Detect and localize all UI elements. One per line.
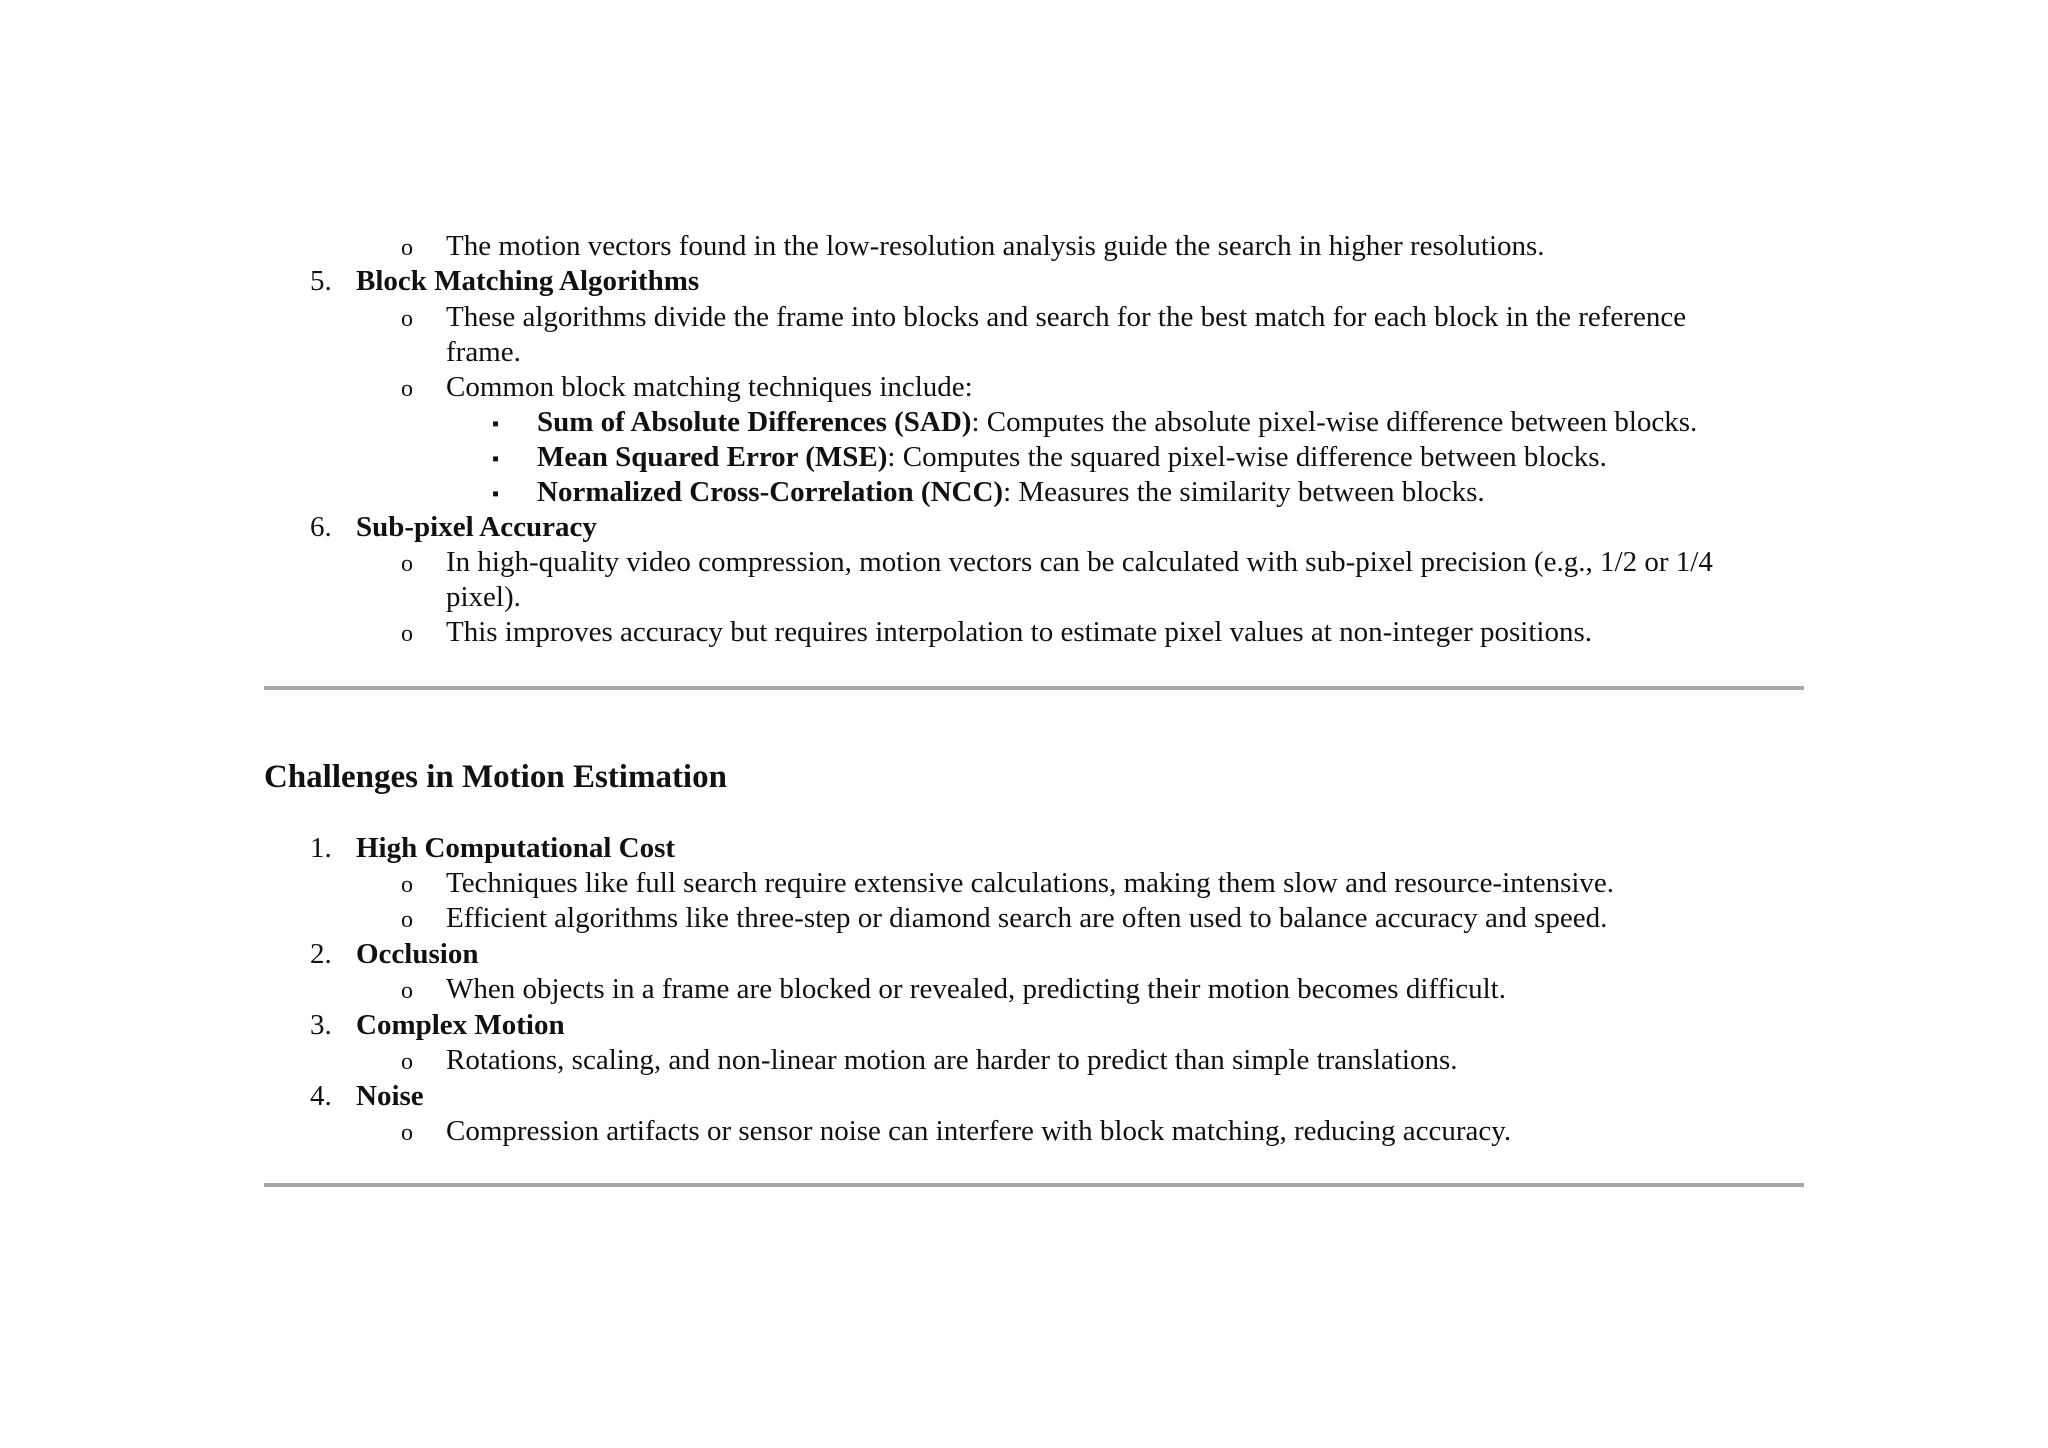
hollow-bullet-icon: o bbox=[401, 621, 413, 647]
list-number: 5. bbox=[310, 265, 332, 297]
technique-desc: : Measures the similarity between blocks. bbox=[1003, 476, 1485, 508]
list-item-sub-text: Rotations, scaling, and non-linear motion are harder to predict than simple translations. bbox=[446, 1044, 1458, 1076]
list-item-sub-text: pixel). bbox=[446, 581, 521, 613]
list-item-sub-text: When objects in a frame are blocked or revealed, predicting their motion becomes difficult. bbox=[446, 973, 1506, 1005]
hollow-bullet-icon: o bbox=[401, 978, 413, 1004]
list-item-sub-text: Efficient algorithms like three-step or diamond search are often used to balance accuracy and speed. bbox=[446, 902, 1608, 934]
list-number: 4. bbox=[310, 1080, 332, 1112]
hollow-bullet-icon: o bbox=[401, 1049, 413, 1075]
hollow-bullet-icon: o bbox=[401, 235, 413, 261]
section-heading: Challenges in Motion Estimation bbox=[264, 759, 727, 795]
list-heading: Complex Motion bbox=[356, 1009, 565, 1041]
horizontal-divider bbox=[264, 1183, 1804, 1187]
list-item-sub-text: This improves accuracy but requires interpolation to estimate pixel values at non-integer positions. bbox=[446, 616, 1592, 648]
hollow-bullet-icon: o bbox=[401, 306, 413, 332]
technique-term: Sum of Absolute Differences (SAD) bbox=[537, 406, 972, 438]
technique-term: Mean Squared Error (MSE) bbox=[537, 441, 888, 473]
technique-text bbox=[537, 475, 1485, 510]
square-bullet-icon: ▪ bbox=[492, 413, 500, 435]
technique-text bbox=[537, 440, 1607, 475]
list-heading: Sub-pixel Accuracy bbox=[356, 511, 597, 543]
list-heading: Noise bbox=[356, 1080, 424, 1112]
hollow-bullet-icon: o bbox=[401, 872, 413, 898]
list-number: 2. bbox=[310, 938, 332, 970]
hollow-bullet-icon: o bbox=[401, 907, 413, 933]
list-heading: Occlusion bbox=[356, 938, 479, 970]
list-item-sub-text: In high-quality video compression, motion vectors can be calculated with sub-pixel precision (e.g., 1/2 or 1/4 bbox=[446, 546, 1713, 578]
list-item-sub-text: The motion vectors found in the low-resolution analysis guide the search in higher resolutions. bbox=[446, 230, 1545, 262]
hollow-bullet-icon: o bbox=[401, 1120, 413, 1146]
hollow-bullet-icon: o bbox=[401, 376, 413, 402]
square-bullet-icon: ▪ bbox=[492, 448, 500, 470]
list-heading: High Computational Cost bbox=[356, 832, 676, 864]
list-item-sub-text: Compression artifacts or sensor noise can interfere with block matching, reducing accuracy. bbox=[446, 1115, 1512, 1147]
list-item-sub-text: Techniques like full search require extensive calculations, making them slow and resource-intensive. bbox=[446, 867, 1615, 899]
technique-text bbox=[537, 405, 1697, 440]
list-number: 1. bbox=[310, 832, 332, 864]
list-number: 6. bbox=[310, 511, 332, 543]
list-heading: Block Matching Algorithms bbox=[356, 265, 700, 297]
list-item-sub-text: frame. bbox=[446, 336, 521, 368]
square-bullet-icon: ▪ bbox=[492, 483, 500, 505]
list-item-sub-text: These algorithms divide the frame into blocks and search for the best match for each block in the reference bbox=[446, 301, 1687, 333]
technique-desc: : Computes the squared pixel-wise difference between blocks. bbox=[887, 441, 1607, 473]
list-item-sub-text: Common block matching techniques include: bbox=[446, 371, 973, 403]
list-number: 3. bbox=[310, 1009, 332, 1041]
technique-term: Normalized Cross-Correlation (NCC) bbox=[537, 476, 1004, 508]
hollow-bullet-icon: o bbox=[401, 551, 413, 577]
horizontal-divider bbox=[264, 686, 1804, 690]
technique-desc: : Computes the absolute pixel-wise difference between blocks. bbox=[971, 406, 1698, 438]
